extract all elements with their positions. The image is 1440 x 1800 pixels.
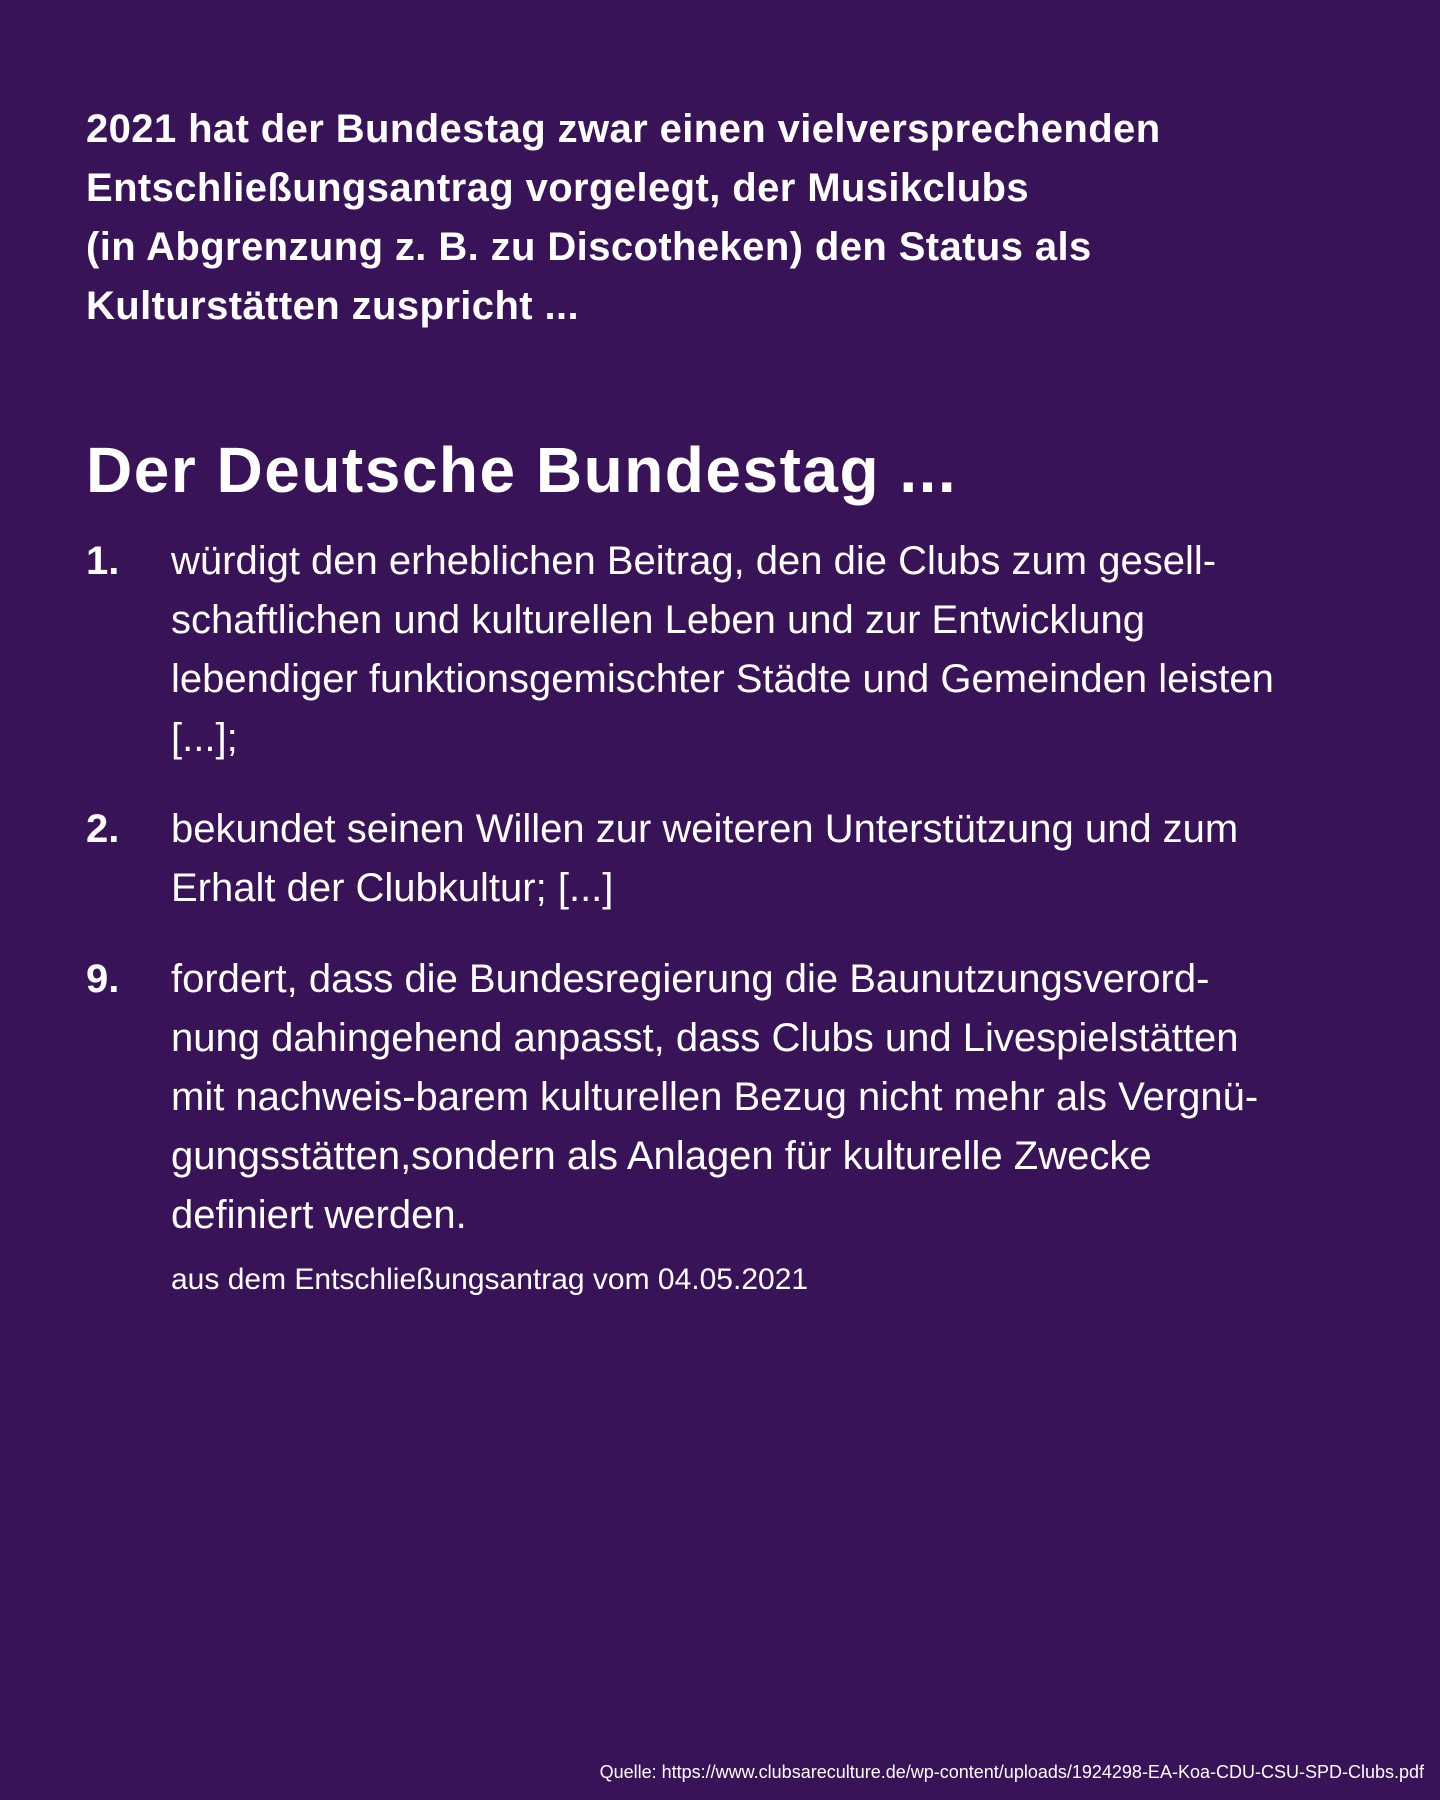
resolution-item [86, 950, 1386, 1245]
citation: aus dem Entschließungsantrag vom 04.05.2021 [171, 1263, 809, 1296]
heading: Der Deutsche Bundestag ... [86, 434, 958, 506]
resolution-text: fordert, dass die Bundesregierung die Baunutzungsverord- nung dahingehend anpasst, dass Clubs und Livespielstätten mit nachweis-barem kulturellen Bezug nicht mehr als Vergnü- gungsstätten,sondern als Anlagen für kulturelle Zwecke definiert werden. [171, 957, 1259, 1237]
resolution-item [86, 532, 1386, 768]
resolution-number: 1. [86, 539, 120, 583]
source-link: Quelle: https://www.clubsareculture.de/wp-content/uploads/1924298-EA-Koa-CDU-CSU-SPD-Clubs.pdf [599, 1762, 1424, 1782]
intro-text: 2021 hat der Bundestag zwar einen vielversprechenden Entschließungsantrag vorgelegt, der Musikclubs (in Abgrenzung z. B. zu Discotheken) den Status als Kulturstätten zuspricht ... [86, 107, 1161, 328]
resolution-list [86, 532, 1386, 1245]
resolution-text: würdigt den erheblichen Beitrag, den die Clubs zum gesell- schaftlichen und kulturellen Leben und zur Entwicklung lebendiger funktionsgemischter Städte und Gemeinden leisten [...]; [171, 539, 1274, 760]
resolution-number: 9. [86, 957, 120, 1001]
resolution-item [86, 800, 1386, 918]
resolution-text: bekundet seinen Willen zur weiteren Unterstützung und zum Erhalt der Clubkultur; [...] [171, 807, 1239, 910]
resolution-number: 2. [86, 807, 120, 851]
